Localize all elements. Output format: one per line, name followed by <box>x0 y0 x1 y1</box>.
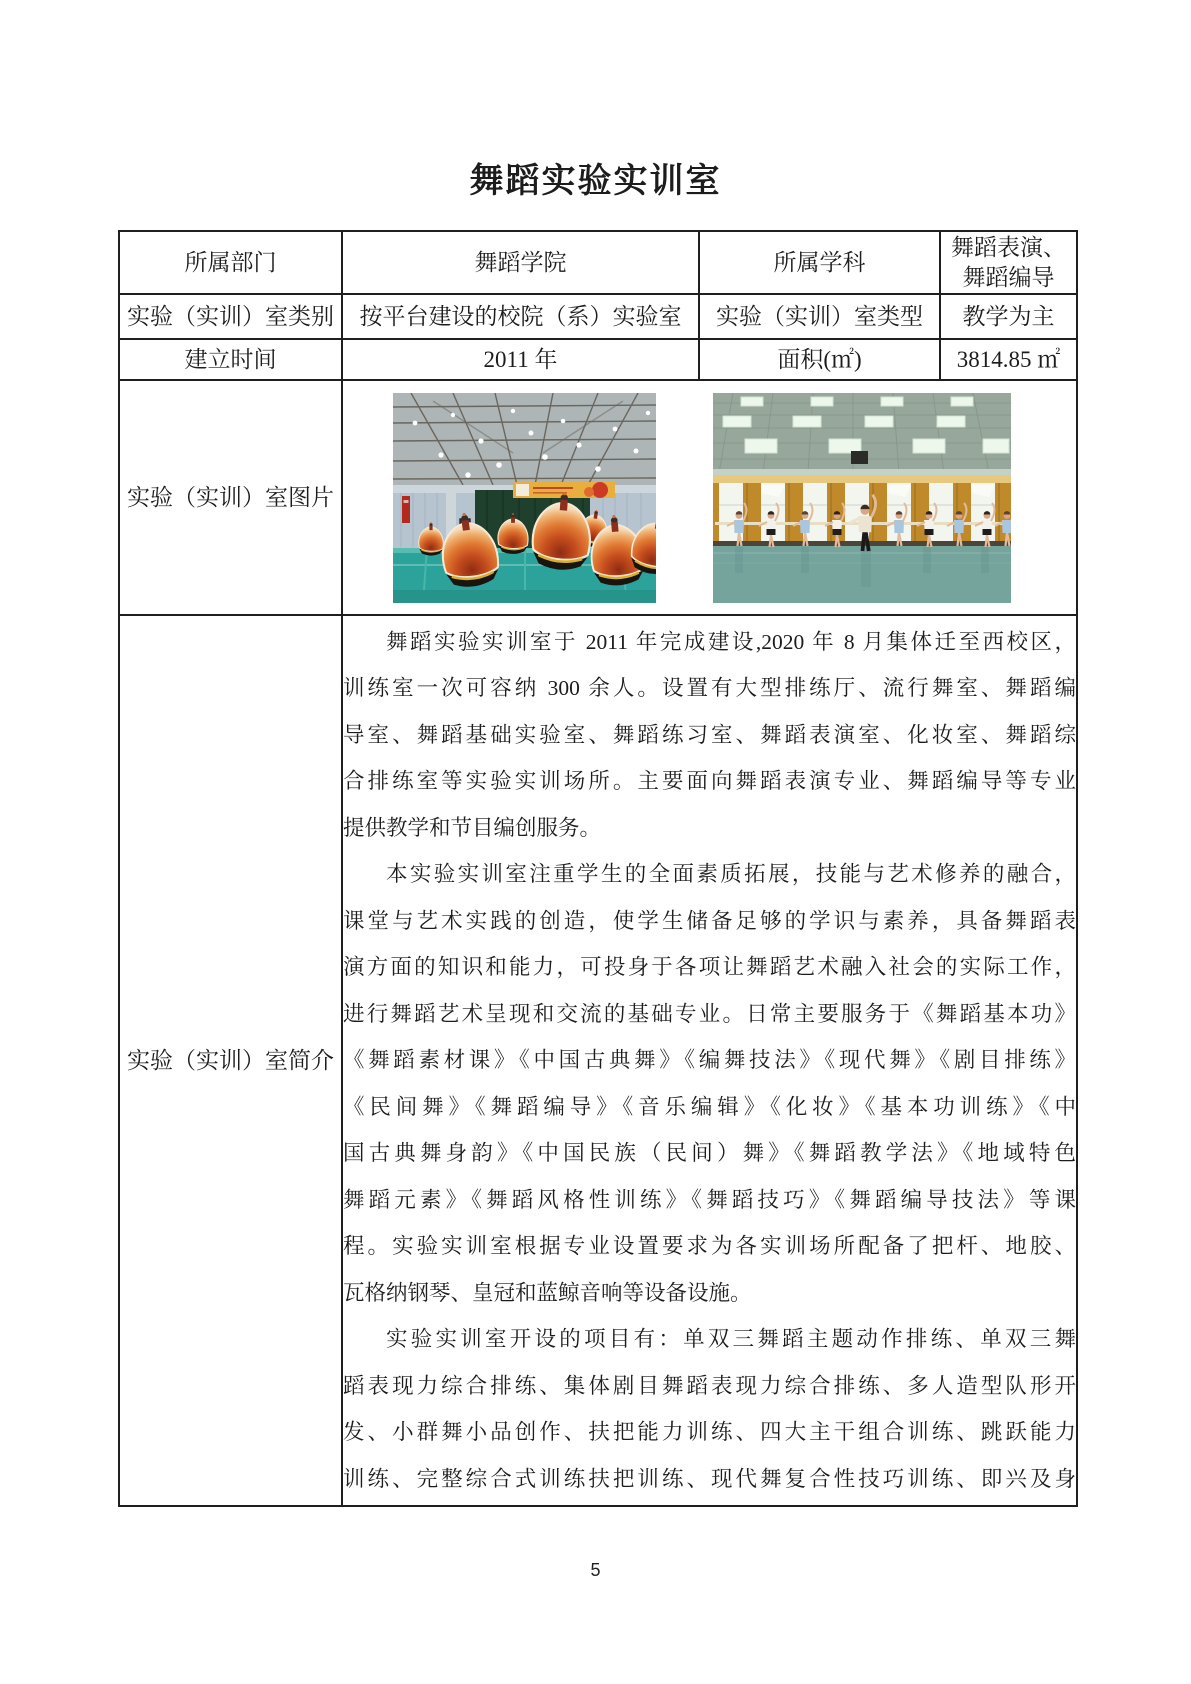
table-row-established <box>119 339 1077 380</box>
intro-line: 《舞蹈素材课》《中国古典舞》《编舞技法》《现代舞》《剧目排练》 <box>343 1048 1076 1073</box>
intro-line: 本实验实训室注重学生的全面素质拓展，技能与艺术修养的融合， <box>386 862 1076 887</box>
photos-value-cell <box>342 380 1077 615</box>
dept-value-cell <box>342 231 699 294</box>
discipline-value: 舞蹈表演、舞蹈编导 <box>951 234 1066 290</box>
hall-ceiling <box>393 393 656 485</box>
intro-label-cell <box>119 615 342 1506</box>
category-label-cell <box>119 294 342 339</box>
intro-line: 《民间舞》《舞蹈编导》《音乐编辑》《化妆》《基本功训练》《中 <box>343 1094 1076 1119</box>
established-label: 建立时间 <box>184 346 277 372</box>
established-value: 2011 年 <box>483 346 558 372</box>
category-value: 按平台建设的校院（系）实验室 <box>359 303 682 329</box>
dept-value: 舞蹈学院 <box>474 249 567 275</box>
category-label: 实验（实训）室类别 <box>127 303 334 329</box>
area-label: 面积(㎡) <box>777 346 862 372</box>
photos-label: 实验（实训）室图片 <box>127 484 334 510</box>
dept-label-cell <box>119 231 342 294</box>
intro-line: 程。实验实训室根据专业设置要求为各实训场所配备了把杆、地胶、 <box>343 1234 1076 1259</box>
table-row-department <box>119 231 1077 294</box>
photo-dance-studio <box>713 393 1011 603</box>
discipline-label-cell <box>699 231 940 294</box>
photo-rehearsal-hall <box>393 393 656 603</box>
intro-line: 演方面的知识和能力，可投身于各项让舞蹈艺术融入社会的实际工作， <box>343 955 1076 980</box>
area-value-cell <box>940 339 1077 380</box>
intro-line: 舞蹈实验实训室于 2011 年完成建设,2020 年 8 月集体迁至西校区， <box>386 629 1076 654</box>
type-label: 实验（实训）室类型 <box>716 303 923 329</box>
category-value-cell <box>342 294 699 339</box>
intro-label: 实验（实训）室简介 <box>127 1047 334 1073</box>
intro-line: 课堂与艺术实践的创造，使学生储备足够的学识与素养，具备舞蹈表 <box>343 908 1076 933</box>
intro-line: 进行舞蹈艺术呈现和交流的基础专业。日常主要服务于《舞蹈基本功》 <box>343 1001 1076 1026</box>
speaker <box>851 451 868 464</box>
table-row-intro <box>119 615 1077 1506</box>
discipline-label: 所属学科 <box>773 249 866 275</box>
intro-line: 导室、舞蹈基础实验室、舞蹈练习室、舞蹈表演室、化妆室、舞蹈综 <box>343 722 1076 747</box>
type-value: 教学为主 <box>962 303 1055 329</box>
photos-strip <box>343 393 1076 603</box>
type-value-cell <box>940 294 1077 339</box>
dept-label: 所属部门 <box>184 249 277 275</box>
info-table <box>118 230 1078 1507</box>
intro-line: 提供教学和节目编创服务。 <box>343 815 602 840</box>
area-value: 3814.85 ㎡ <box>956 346 1061 372</box>
table-row-photos <box>119 380 1077 615</box>
discipline-value-cell <box>940 231 1077 294</box>
intro-text-cell <box>342 615 1077 1506</box>
table-row-category <box>119 294 1077 339</box>
intro-line: 合排练室等实验实训场所。主要面向舞蹈表演专业、舞蹈编导等专业 <box>343 769 1076 794</box>
established-value-cell <box>342 339 699 380</box>
intro-line: 发、小群舞小品创作、扶把能力训练、四大主干组合训练、跳跃能力 <box>343 1420 1076 1445</box>
studio-ceiling <box>713 393 1011 475</box>
intro-line: 训练室一次可容纳 300 余人。设置有大型排练厅、流行舞室、舞蹈编 <box>343 676 1076 701</box>
page-title: 舞蹈实验实训室 <box>469 163 722 200</box>
intro-line: 实验实训室开设的项目有：单双三舞蹈主题动作排练、单双三舞 <box>386 1327 1076 1352</box>
intro-line: 训练、完整综合式训练扶把训练、现代舞复合性技巧训练、即兴及身 <box>343 1466 1076 1491</box>
area-label-cell <box>699 339 940 380</box>
studio-floor <box>713 546 1011 603</box>
intro-line: 蹈表现力综合排练、集体剧目舞蹈表现力综合排练、多人造型队形开 <box>343 1373 1076 1398</box>
type-label-cell <box>699 294 940 339</box>
page-number: 5 <box>590 1560 601 1580</box>
established-label-cell <box>119 339 342 380</box>
intro-line: 舞蹈元素》《舞蹈风格性训练》《舞蹈技巧》《舞蹈编导技法》等课 <box>343 1187 1076 1212</box>
intro-line: 国古典舞身韵》《中国民族（民间）舞》《舞蹈教学法》《地域特色 <box>343 1141 1076 1166</box>
intro-line: 瓦格纳钢琴、皇冠和蓝鲸音响等设备设施。 <box>343 1280 752 1305</box>
photos-label-cell <box>119 380 342 615</box>
